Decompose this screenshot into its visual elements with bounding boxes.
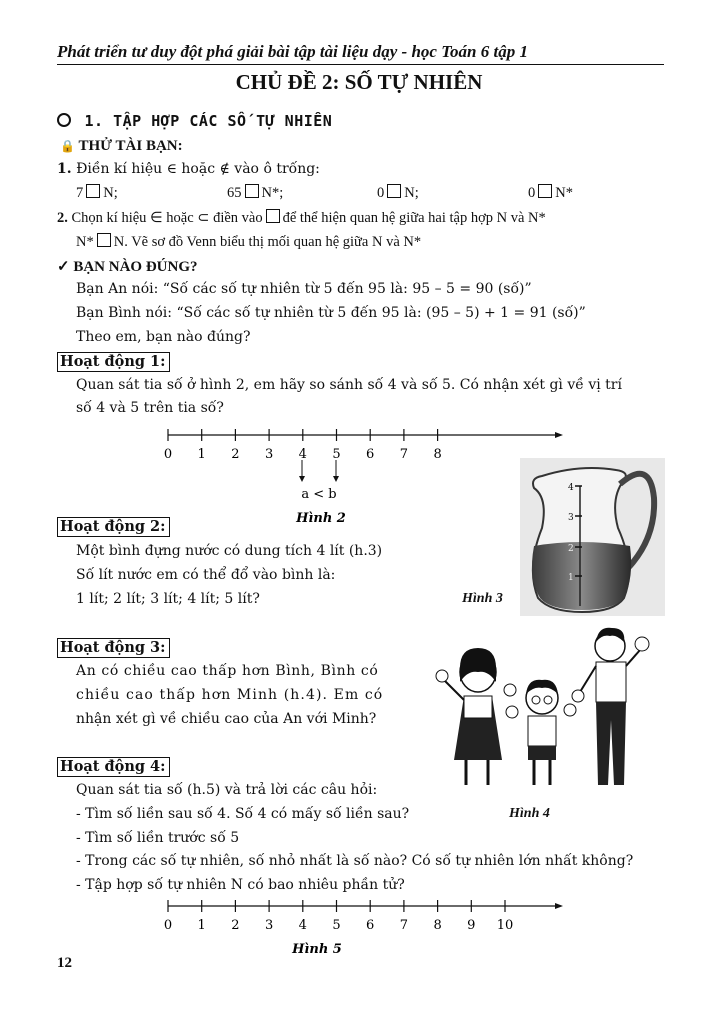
hinh-4-caption: Hình 4 — [509, 806, 550, 821]
q1-item-post: N*; — [261, 185, 284, 201]
tick-label: 6 — [366, 447, 375, 462]
q1-item-post: N; — [103, 185, 118, 201]
section-heading — [57, 112, 332, 130]
boy-minh-figure — [572, 628, 649, 785]
ban-binh-statement: Bạn Bình nói: “Số các số tự nhiên từ 5 đến 95 là: (95 – 5) + 1 = 91 (số)” — [76, 305, 586, 321]
arrow-down-icon — [299, 476, 305, 482]
q1-item-pre: 65 — [227, 185, 242, 201]
answer-box[interactable] — [97, 233, 111, 247]
axis-arrow-icon — [555, 903, 563, 909]
answer-box[interactable] — [266, 209, 280, 223]
hoat-dong-1-label: Hoạt động 1: — [57, 352, 170, 372]
tick-label: 0 — [163, 447, 173, 462]
tick-label: 7 — [399, 447, 409, 462]
hoat-dong-2-label: Hoạt động 2: — [57, 517, 170, 537]
lock-icon: 🔒 — [60, 139, 75, 153]
tick-group — [164, 900, 513, 933]
hd1-line2: số 4 và 5 trên tia số? — [76, 400, 224, 416]
q1-item-post: N* — [555, 185, 573, 201]
q1-item-2 — [227, 184, 283, 202]
q2-number: 2. — [57, 210, 68, 226]
chapter-title: CHỦ ĐỀ 2: SỐ TỰ NHIÊN — [235, 70, 483, 94]
question-2-line1 — [57, 209, 546, 227]
hd3-line1: An có chiều cao thấp hơn Bình, Bình có — [76, 663, 379, 679]
jug-mark-label: 1 — [568, 573, 574, 583]
answer-box[interactable] — [387, 184, 401, 198]
tick-label: 6 — [366, 918, 375, 933]
number-line-figure-5 — [150, 893, 580, 959]
tick-label: 8 — [433, 918, 442, 933]
tick-group — [164, 429, 442, 462]
tick-label: 5 — [332, 918, 341, 933]
boy-binh-figure — [506, 680, 576, 785]
q2-text-b: để thể hiện quan hệ giữa hai tập hợp N và N* — [282, 210, 546, 226]
question-1 — [57, 161, 320, 177]
tick-label: 3 — [264, 918, 274, 933]
water-jug-illustration — [520, 458, 665, 616]
hoat-dong-4-label: Hoạt động 4: — [57, 757, 170, 777]
hd1-line1: Quan sát tia số ở hình 2, em hãy so sánh số 4 và số 5. Có nhận xét gì về vị trí — [76, 377, 622, 393]
q1-item-3 — [377, 184, 419, 202]
tick-label: 8 — [433, 447, 442, 462]
answer-box[interactable] — [86, 184, 100, 198]
thu-tai-heading — [60, 138, 183, 155]
q1-number: 1. — [57, 161, 72, 177]
tick-label: 4 — [298, 918, 307, 933]
hd2-line1: Một bình đựng nước có dung tích 4 lít (h.3) — [76, 543, 383, 559]
section-number: 1. — [84, 112, 104, 130]
hd3-line3: nhận xét gì về chiều cao của An với Minh? — [76, 711, 377, 727]
hinh-2-caption: Hình 2 — [296, 511, 346, 526]
header-rule — [57, 64, 664, 65]
tick-label: 1 — [197, 918, 206, 933]
tick-label: 2 — [231, 918, 240, 933]
circle-bullet-icon — [57, 113, 71, 127]
hd4-intro: Quan sát tia số (h.5) và trả lời các câu hỏi: — [76, 782, 378, 798]
hinh-5-caption: Hình 5 — [292, 942, 342, 957]
q1-item-pre: 0 — [377, 185, 385, 201]
q1-item-post: N; — [404, 185, 419, 201]
q2-text-a: Chọn kí hiệu ∈ hoặc ⊂ điền vào — [71, 210, 263, 226]
a-less-b-note: a < b — [301, 487, 337, 502]
q2-line2-b: N. Vẽ sơ đồ Venn biểu thị mối quan hệ giữa N và N* — [113, 234, 422, 250]
hinh-3-caption: Hình 3 — [462, 591, 503, 606]
page-number: 12 — [57, 955, 72, 971]
tick-label: 7 — [399, 918, 409, 933]
tick-label: 4 — [298, 447, 307, 462]
tick-label: 9 — [467, 918, 476, 933]
ban-nao-heading — [57, 257, 198, 276]
axis-arrow-icon — [555, 432, 563, 438]
question-2-line2 — [76, 233, 421, 251]
tick-label: 5 — [332, 447, 341, 462]
q1-item-pre: 0 — [528, 185, 536, 201]
hoat-dong-3-label: Hoạt động 3: — [57, 638, 170, 658]
tick-label: 3 — [264, 447, 274, 462]
thu-tai-label: THỬ TÀI BẠN: — [78, 138, 183, 154]
ban-an-statement: Bạn An nói: “Số các số tự nhiên từ 5 đến 95 là: 95 – 5 = 90 (số)” — [76, 281, 532, 297]
tick-label: 2 — [231, 447, 240, 462]
arrow-down-icon — [333, 476, 339, 482]
answer-box[interactable] — [245, 184, 259, 198]
tick-label: 0 — [163, 918, 173, 933]
hd2-line3: 1 lít; 2 lít; 3 lít; 4 lít; 5 lít? — [76, 591, 260, 607]
q1-item-pre: 7 — [76, 185, 84, 201]
q1-item-1 — [76, 184, 118, 202]
answer-box[interactable] — [538, 184, 552, 198]
tick-label: 1 — [197, 447, 206, 462]
hd3-line2: chiều cao thấp hơn Minh (h.4). Em có — [76, 687, 384, 703]
q1-text: Điền kí hiệu ∈ hoặc ∉ vào ô trống: — [76, 161, 320, 177]
hd2-line2: Số lít nước em có thể đổ vào bình là: — [76, 567, 336, 583]
number-line-figure-2 — [150, 422, 580, 532]
tick-label: 10 — [496, 918, 514, 933]
hd4-q1: - Tìm số liền sau số 4. Số 4 có mấy số liền sau? — [76, 806, 410, 822]
hd4-q3: - Trong các số tự nhiên, số nhỏ nhất là số nào? Có số tự nhiên lớn nhất không? — [76, 853, 634, 869]
children-height-illustration — [430, 620, 670, 795]
hd4-q4: - Tập hợp số tự nhiên N có bao nhiêu phần tử? — [76, 877, 405, 893]
jug-mark-label: 2 — [568, 544, 574, 554]
q2-line2-a: N* — [76, 234, 94, 250]
checkmark-icon: ✓ — [57, 259, 70, 275]
ban-nao-label: BẠN NÀO ĐÚNG? — [73, 259, 198, 275]
running-header: Phát triển tư duy đột phá giải bài tập tài liệu dạy - học Toán 6 tập 1 — [57, 42, 528, 61]
jug-mark-label: 3 — [568, 513, 574, 523]
girl-an-figure — [436, 648, 516, 785]
jug-mark-label: 4 — [568, 483, 574, 493]
q1-item-4 — [528, 184, 573, 202]
hd4-q2: - Tìm số liền trước số 5 — [76, 830, 240, 846]
ban-nao-question: Theo em, bạn nào đúng? — [76, 329, 251, 345]
section-title: TẬP HỢP CÁC SỐ TỰ NHIÊN — [113, 112, 333, 130]
